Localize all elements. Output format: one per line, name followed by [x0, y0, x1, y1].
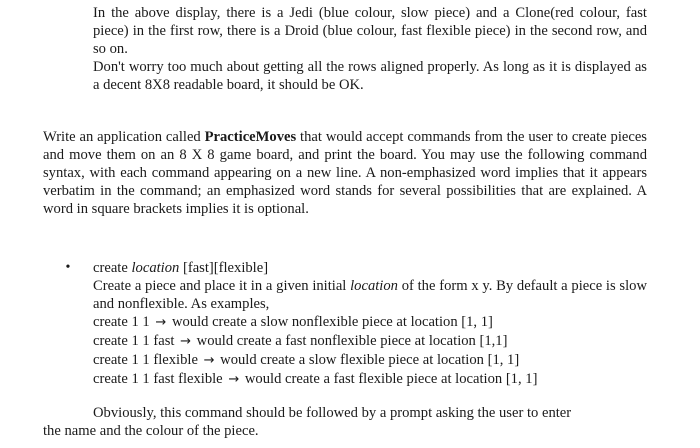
- syntax-prefix: create: [93, 260, 132, 276]
- example-result: would create a slow nonflexible piece at location [1, 1]: [171, 314, 493, 330]
- example-command: create 1 1 fast flexible: [93, 371, 223, 387]
- example-result: would create a fast flexible piece at location [1, 1]: [244, 371, 538, 387]
- example-command: create 1 1 fast: [93, 333, 175, 349]
- description-before: Create a piece and place it in a given initial: [93, 278, 351, 294]
- command-description: [93, 277, 647, 313]
- description-location: location: [350, 278, 398, 294]
- assignment-text-before: Write an application called: [43, 129, 205, 145]
- syntax-location: location: [131, 260, 180, 276]
- example-line: [93, 332, 647, 351]
- create-command-body: [93, 259, 647, 389]
- example-line: [93, 370, 647, 389]
- closing-line-2: the name and the colour of the piece.: [43, 423, 259, 439]
- right-arrow-icon: →: [155, 315, 167, 330]
- app-name: PracticeMoves: [204, 129, 297, 145]
- assignment-text-after: that would accept commands from the user to create pieces and move them on an 8 X 8 game board, and print the board. You may use the following command syntax, with each command appearing on a new line. A non-emphasized word implies that it appears verbatim in the command; an emphasized word stands for several possibilities that are explained. A word in square brackets implies it is optional.: [43, 129, 647, 217]
- bullet-icon: •: [65, 260, 71, 275]
- intro-paragraph-alignment-note: Don't worry too much about getting all the rows aligned properly. As long as it is displayed as a decent 8X8 readable board, it should be OK.: [93, 59, 647, 93]
- description-after: of the form x y. By default a piece is slow and nonflexible. As examples,: [93, 278, 647, 312]
- example-result: would create a fast nonflexible piece at location [1,1]: [196, 333, 508, 349]
- assignment-paragraph: [43, 128, 647, 218]
- example-result: would create a slow flexible piece at location [1, 1]: [220, 352, 520, 368]
- right-arrow-icon: →: [228, 372, 240, 387]
- right-arrow-icon: →: [180, 334, 191, 349]
- closing-paragraph: [43, 404, 647, 440]
- closing-line-1: Obviously, this command should be followed by a prompt asking the user to enter: [93, 405, 572, 421]
- example-command: create 1 1: [93, 314, 150, 330]
- example-line: [93, 351, 647, 370]
- right-arrow-icon: →: [203, 353, 215, 368]
- example-command: create 1 1 flexible: [93, 352, 198, 368]
- intro-section: [93, 4, 647, 94]
- command-syntax: [93, 259, 647, 277]
- syntax-suffix: [fast][flexible]: [179, 260, 269, 276]
- intro-paragraph-board-description: In the above display, there is a Jedi (blue colour, slow piece) and a Clone(red colour, fast piece) in the first row, there is a Droid (blue colour, fast flexible piece) in the second row, and so on.: [93, 5, 647, 57]
- example-line: [93, 313, 647, 332]
